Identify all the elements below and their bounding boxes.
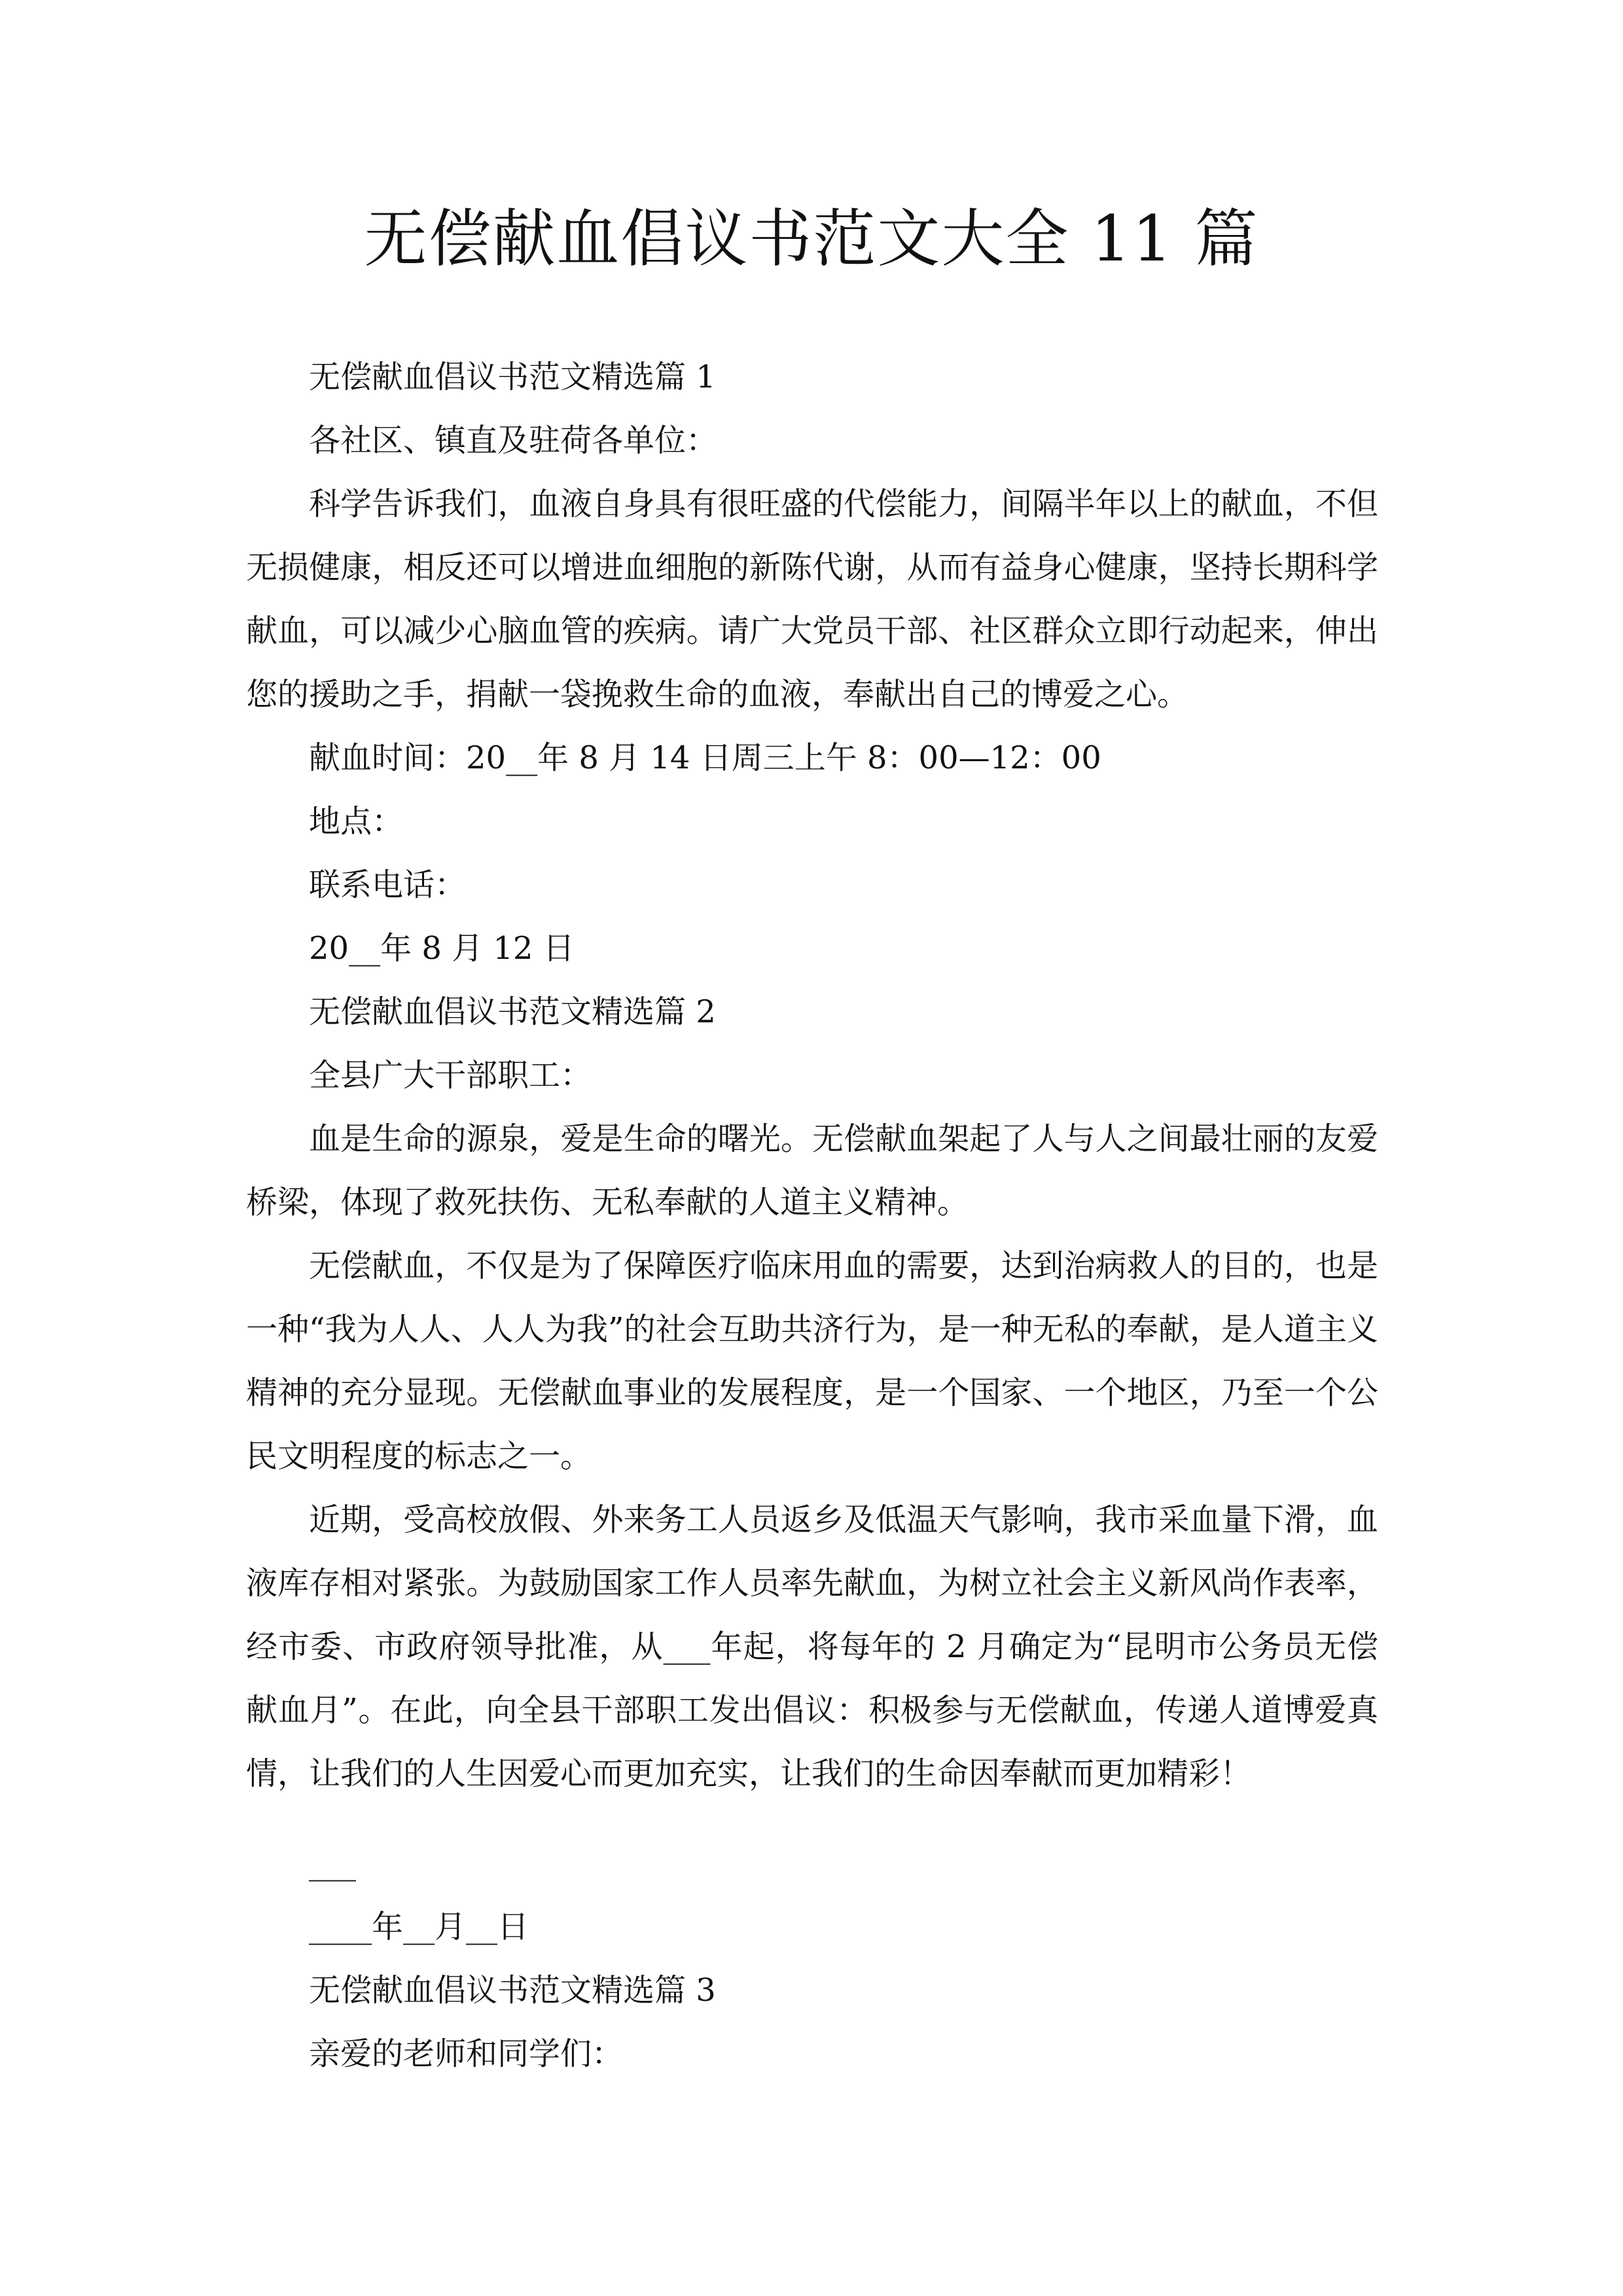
salutation-3: 亲爱的老师和同学们：: [309, 2036, 624, 2072]
paragraph-1: 科学告诉我们，血液自身具有很旺盛的代偿能力，间隔半年以上的献血，不但无损健康，相反还可以增进血细胞的新陈代谢，从而有益身心健康，坚持长期科学献血，可以减少心脑血管的疾病。请广大党员干部、社区群众立即行动起来，伸出您的援助之手，捐献一袋挽救生命的血液，奉献出自己的博爱之心。: [246, 486, 1378, 713]
salutation-2: 全县广大干部职工：: [309, 1057, 592, 1094]
section-heading-3: 无偿献血倡议书范文精选篇 3: [309, 1972, 716, 2009]
contact-phone-label: 联系电话：: [309, 867, 467, 903]
paragraph-3: 无偿献血，不仅是为了保障医疗临床用血的需要，达到治病救人的目的，也是一种“我为人人、人人为我”的社会互助共济行为，是一种无私的奉献，是人道主义精神的充分显现。无偿献血事业的发展程度，是一个国家、一个地区，乃至一个公民文明程度的标志之一。: [246, 1247, 1378, 1475]
date-line-1: 20__年 8 月 12 日: [309, 930, 575, 967]
section-heading-2: 无偿献血倡议书范文精选篇 2: [309, 994, 716, 1030]
paragraph-2: 血是生命的源泉，爱是生命的曙光。无偿献血架起了人与人之间最壮丽的友爱桥梁，体现了救死扶伤、无私奉献的人道主义精神。: [246, 1121, 1378, 1221]
donation-time: 献血时间：20__年 8 月 14 日周三上午 8：00—12：00: [309, 740, 1101, 776]
document-body: [246, 346, 1378, 2086]
date-line-2: ____年__月__日: [309, 1909, 529, 1945]
signature-blank: ___: [309, 1845, 356, 1882]
document-title: 无偿献血倡议书范文大全 11 篇: [364, 202, 1259, 276]
location-label: 地点：: [309, 803, 404, 840]
paragraph-4: 近期，受高校放假、外来务工人员返乡及低温天气影响，我市采血量下滑，血液库存相对紧张。为鼓励国家工作人员率先献血，为树立社会主义新风尚作表率，经市委、市政府领导批准，从___年起，将每年的 2 月确定为“昆明市公务员无偿献血月”。在此，向全县干部职工发出倡议：积极参与无偿献血，传递人道博爱真情，让我们的人生因爱心而更加充实，让我们的生命因奉献而更加精彩！: [246, 1501, 1378, 1792]
salutation-1: 各社区、镇直及驻荷各单位：: [309, 422, 718, 459]
section-heading-1: 无偿献血倡议书范文精选篇 1: [309, 359, 716, 395]
